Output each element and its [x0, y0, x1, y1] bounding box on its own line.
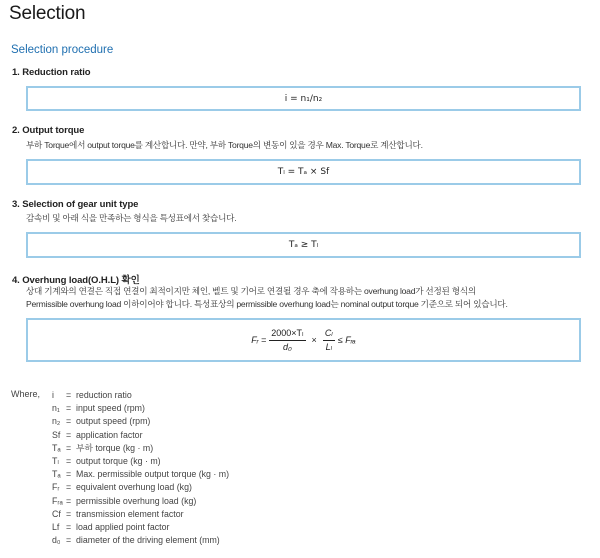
legend-equals: = — [66, 495, 72, 506]
legend-description: reduction ratio — [76, 390, 132, 400]
legend-description: equivalent overhung load (kg) — [76, 482, 192, 493]
legend-symbol: n₁ — [52, 403, 60, 414]
step-4-heading: 4. Overhung load(O.H.L) 확인 — [12, 275, 140, 286]
legend-row — [52, 534, 229, 547]
legend-row — [52, 415, 229, 428]
legend-equals: = — [66, 403, 72, 414]
symbol-legend — [52, 389, 229, 547]
legend-symbol: i — [52, 390, 54, 400]
step-3-description: 감속비 및 아래 식을 만족하는 형식을 특성표에서 찾습니다. — [26, 213, 237, 223]
legend-row — [52, 481, 229, 494]
legend-equals: = — [66, 429, 72, 440]
legend-symbol: d₀ — [52, 535, 61, 546]
legend-symbol: Tₐ — [52, 469, 61, 480]
step-4-description-line-1: 상대 기계와의 연결은 직접 연결이 최적이지만 체인, 벨트 및 기어로 연결될 경우 축에 작용하는 overhung load가 선정된 형식의 — [26, 286, 476, 296]
legend-equals: = — [66, 442, 72, 453]
legend-row — [52, 521, 229, 534]
formula-ohl-fraction-1 — [269, 328, 305, 352]
formula-box-overhung-load — [26, 318, 581, 362]
formula-reduction-ratio: i = n₁/n₂ — [284, 93, 323, 104]
legend-description: output torque (kg · m) — [76, 455, 161, 466]
legend-description: input speed (rpm) — [76, 403, 145, 414]
where-label: Where, — [11, 389, 41, 399]
legend-symbol: Fᵣ — [52, 482, 60, 493]
formula-ohl-denominator-2: Lₗ — [325, 341, 333, 352]
legend-row — [52, 389, 229, 402]
legend-row — [52, 455, 229, 468]
step-1-heading: 1. Reduction ratio — [12, 67, 91, 78]
page-title: Selection — [9, 3, 86, 24]
formula-ohl-lhs: Fᵣ = — [251, 335, 267, 345]
legend-symbol: Sf — [52, 429, 61, 440]
formula-gear-unit: Tₐ ≥ Tₗ — [288, 240, 319, 250]
legend-row — [52, 442, 229, 455]
legend-symbol: Tₐ — [52, 442, 61, 453]
legend-equals: = — [66, 455, 72, 466]
formula-ohl-rhs: ≤ Fᵣₐ — [337, 335, 356, 345]
legend-description: diameter of the driving element (mm) — [76, 535, 220, 546]
formula-box-gear-unit — [26, 232, 581, 258]
step-2-heading: 2. Output torque — [12, 125, 85, 136]
legend-row — [52, 402, 229, 415]
legend-equals: = — [66, 390, 72, 400]
legend-description: 부하 torque (kg · m) — [76, 442, 154, 453]
legend-symbol: Fᵣₐ — [52, 495, 63, 506]
formula-ohl-numerator-1: 2000×Tₗ — [269, 328, 305, 341]
legend-equals: = — [66, 535, 72, 546]
legend-description: Max. permissible output torque (kg · m) — [76, 469, 230, 480]
formula-overhung-load — [251, 328, 355, 353]
formula-output-torque: Tₗ = Tₐ × Sf — [277, 167, 330, 177]
legend-row — [52, 468, 229, 481]
legend-description: load applied point factor — [76, 521, 170, 532]
legend-symbol: Cf — [52, 508, 61, 519]
legend-description: application factor — [76, 429, 143, 440]
formula-ohl-fraction-2 — [323, 328, 335, 353]
legend-equals: = — [66, 482, 72, 493]
formula-box-reduction-ratio — [26, 86, 581, 111]
legend-row — [52, 429, 229, 442]
formula-box-output-torque — [26, 159, 581, 185]
legend-row — [52, 508, 229, 521]
legend-description: permissible overhung load (kg) — [76, 495, 197, 506]
legend-description: transmission element factor — [76, 508, 184, 519]
legend-equals: = — [66, 469, 72, 480]
section-title: Selection procedure — [11, 44, 114, 56]
legend-symbol: n₂ — [52, 416, 61, 427]
legend-symbol: Lf — [52, 521, 60, 532]
step-2-description: 부하 Torque에서 output torque를 계산합니다. 만약, 부하 Torque의 변동이 있을 경우 Max. Torque로 계산합니다. — [26, 140, 423, 150]
formula-ohl-times: × — [311, 335, 317, 345]
step-4-description-line-2: Permissible overhung load 이하이어야 합니다. 특성표상의 permissible overhung load는 nominal output torque 기준으로 되어 있습니다. — [26, 299, 508, 309]
legend-row — [52, 495, 229, 508]
legend-equals: = — [66, 508, 72, 519]
legend-symbol: Tₗ — [52, 455, 59, 466]
legend-description: output speed (rpm) — [76, 416, 151, 427]
formula-ohl-numerator-2: Cₗ — [323, 328, 335, 341]
formula-ohl-denominator-1: d₀ — [283, 342, 292, 352]
legend-equals: = — [66, 416, 72, 427]
legend-equals: = — [66, 521, 72, 532]
step-3-heading: 3. Selection of gear unit type — [12, 199, 139, 210]
